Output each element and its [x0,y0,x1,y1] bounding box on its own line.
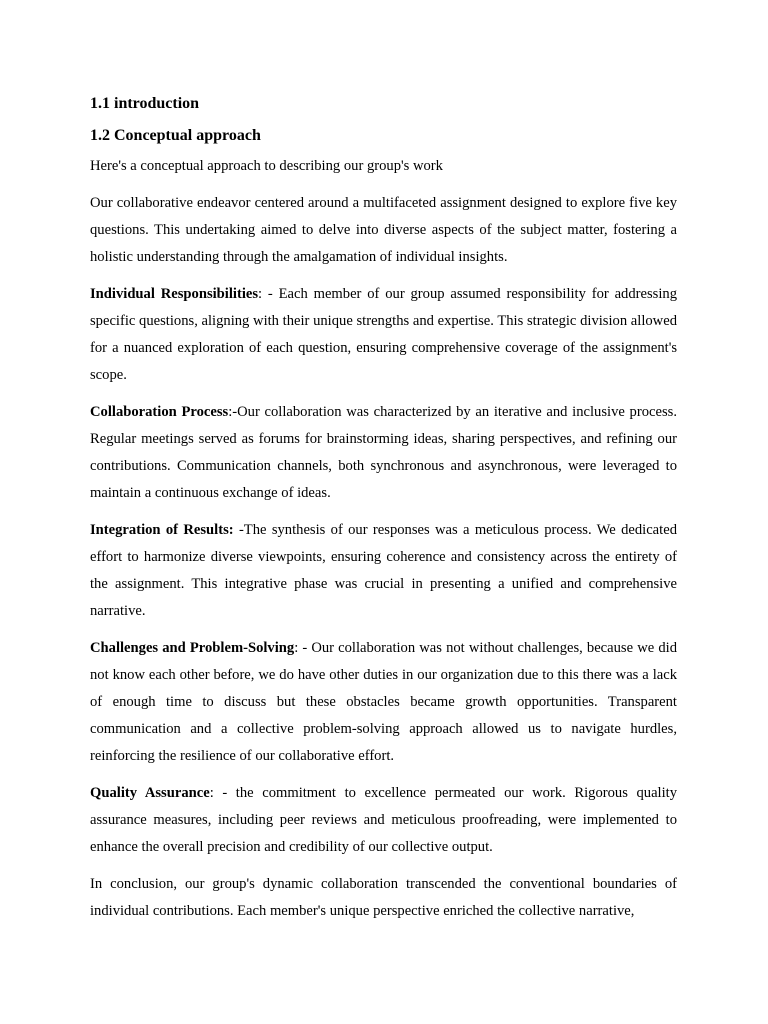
overview-paragraph: Our collaborative endeavor centered around a multifaceted assignment designed to explore five key questions. This undertaking aimed to delve into diverse aspects of the subject matter, fostering a holistic understanding through the amalgamation of individual insights. [90,195,677,265]
heading-conceptual-approach: 1.2 Conceptual approach [90,127,261,144]
section-text: : - Each member of our group assumed responsibility for addressing specific questions, aligning with their unique strengths and expertise. This strategic division allowed for a nuanced exploration of each question, ensuring comprehensive coverage of the assignment's scope. [90,286,677,383]
section-text: : - Our collaboration was not without challenges, because we did not know each other before, we do have other duties in our organization due to this there was a lack of enough time to discuss but these obstacles became growth opportunities. Transparent communication and a collective problem-solving approach allowed us to navigate hurdles, reinforcing the resilience of our collaborative effort. [90,640,677,764]
section-integration-of-results [90,517,677,625]
section-quality-assurance [90,780,677,861]
heading-introduction: 1.1 introduction [90,95,200,112]
section-label: Individual Responsibilities [90,286,259,302]
intro-paragraph: Here's a conceptual approach to describing our group's work [90,158,443,174]
section-label: Quality Assurance [90,785,210,801]
section-challenges [90,635,677,770]
conclusion-paragraph: In conclusion, our group's dynamic collaboration transcended the conventional boundaries of individual contributions. Each member's unique perspective enriched the collective narrative, [90,876,677,919]
section-label: Integration of Results: [90,522,239,538]
document-page [90,93,677,935]
section-label: Challenges and Problem-Solving [90,640,295,656]
section-text: -The synthesis of our responses was a meticulous process. We dedicated effort to harmonize diverse viewpoints, ensuring coherence and consistency across the entirety of the assignment. This integrative phase was crucial in presenting a unified and comprehensive narrative. [90,522,677,619]
section-label: Collaboration Process [90,404,229,420]
section-text: :-Our collaboration was characterized by an iterative and inclusive process. Regular meetings served as forums for brainstorming ideas, sharing perspectives, and refining our contributions. Communication channels, both synchronous and asynchronous, were leveraged to maintain a continuous exchange of ideas. [90,404,677,501]
section-text: : - the commitment to excellence permeated our work. Rigorous quality assurance measures, including peer reviews and meticulous proofreading, were implemented to enhance the overall precision and credibility of our collective output. [90,785,678,855]
section-individual-responsibilities [90,281,677,389]
section-collaboration-process [90,399,677,507]
